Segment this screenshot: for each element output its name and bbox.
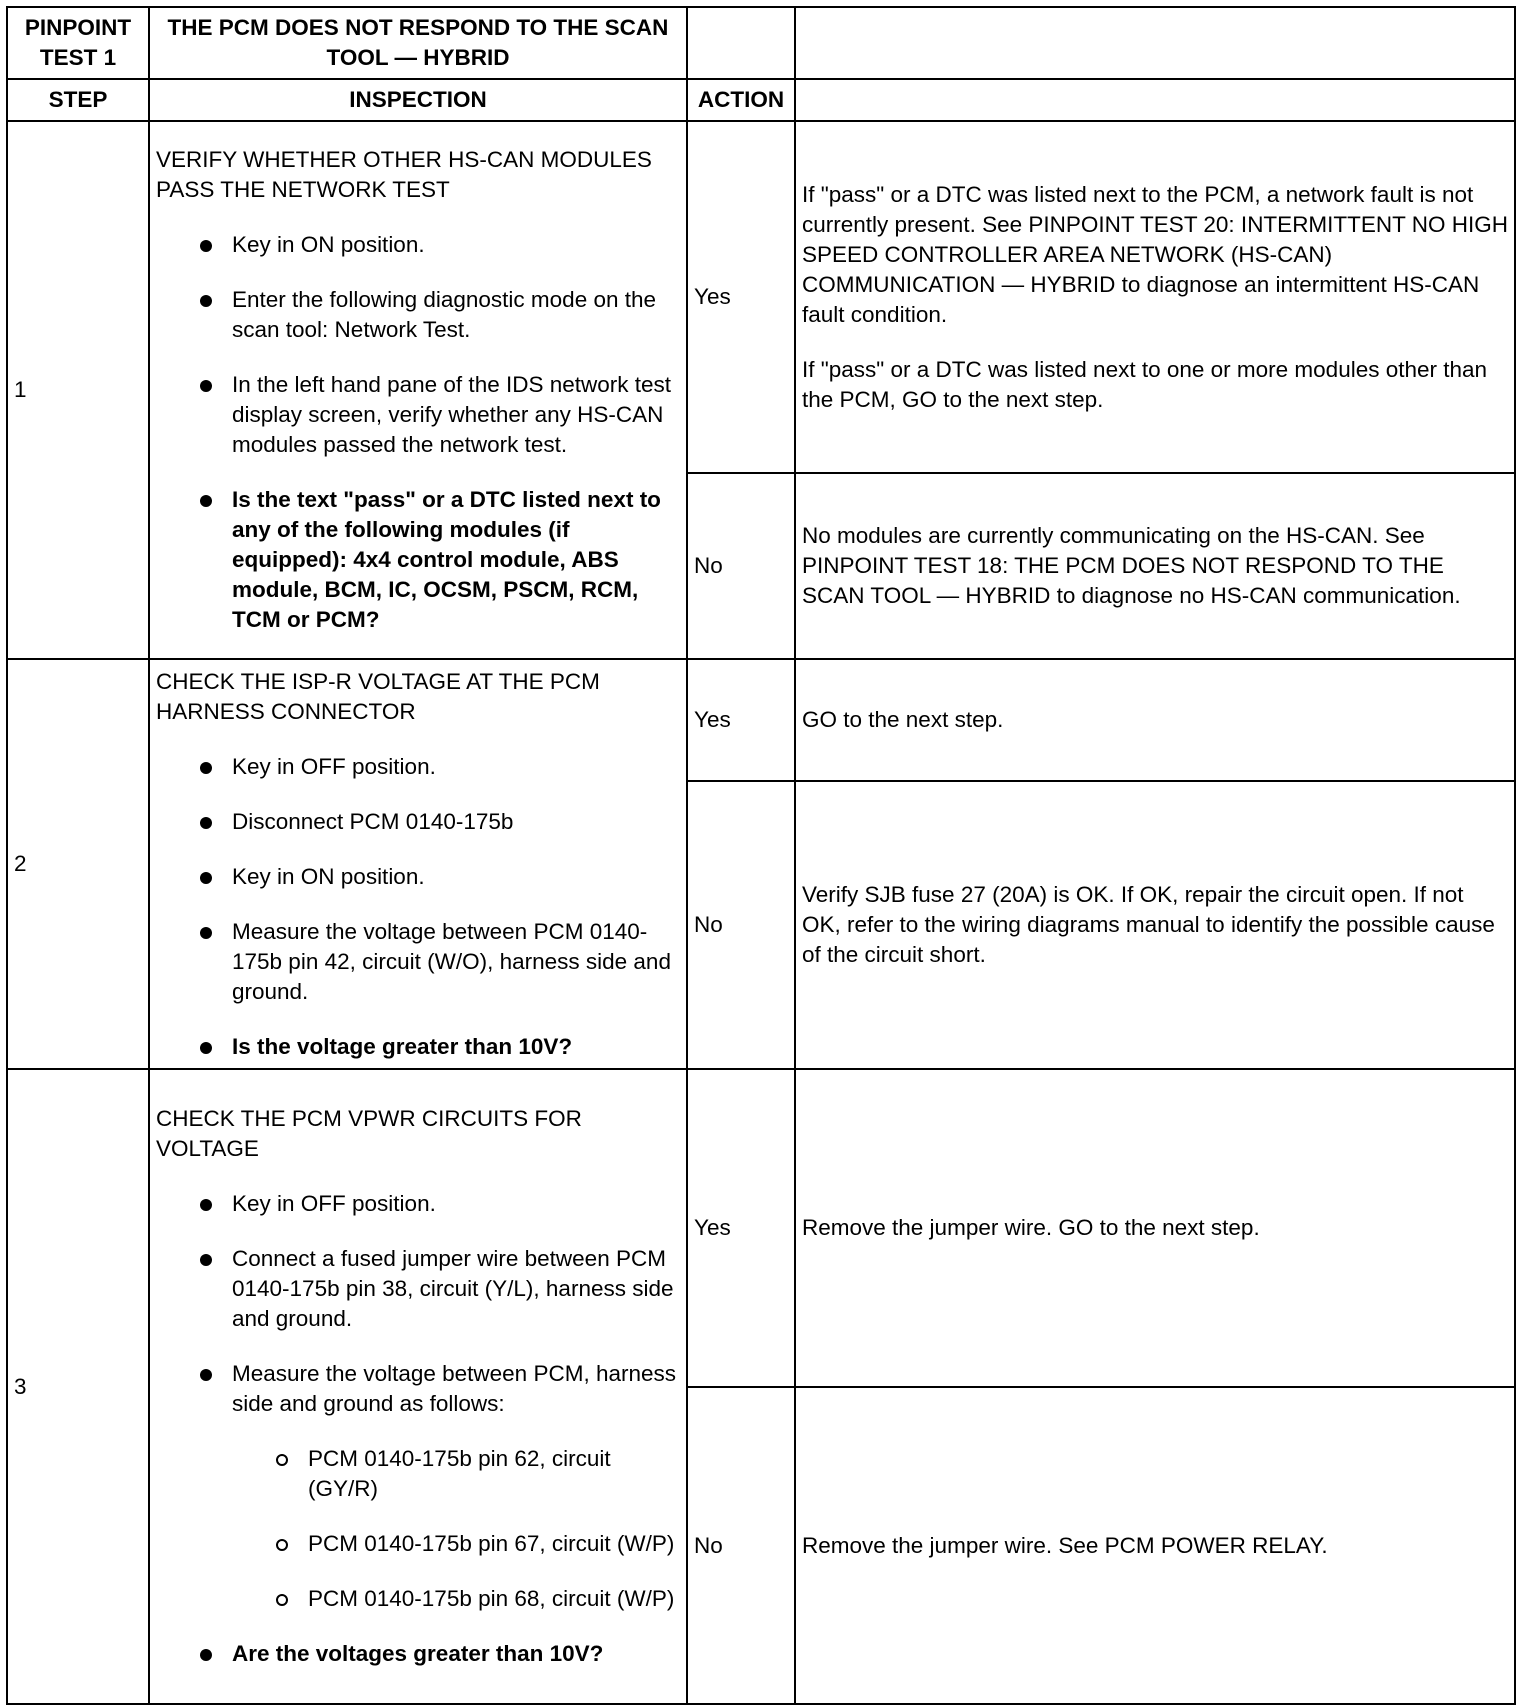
step-1-yes-row [7, 121, 1515, 473]
step-2-bullet-4: Measure the voltage between PCM 0140-175b pin 42, circuit (W/O), harness side and ground. [156, 917, 680, 1007]
step-2-title: CHECK THE ISP-R VOLTAGE AT THE PCM HARNESS CONNECTOR [156, 668, 600, 724]
step-1-yes-label: Yes [687, 121, 795, 473]
step-2-bullet-2: Disconnect PCM 0140-175b [156, 807, 680, 837]
step-1-no-result: No modules are currently communicating on the HS-CAN. See PINPOINT TEST 18: THE PCM DOES NOT RESPOND TO THE SCAN TOOL — HYBRID to diagnose no HS-CAN communication. [795, 473, 1515, 659]
step-3-sub-bullet-2: PCM 0140-175b pin 67, circuit (W/P) [232, 1529, 680, 1559]
step-3-no-label: No [687, 1387, 795, 1704]
step-3-bullet-3-text: Measure the voltage between PCM, harness side and ground as follows: [232, 1361, 676, 1416]
step-column-header: STEP [7, 79, 149, 121]
step-3-yes-result: Remove the jumper wire. GO to the next step. [795, 1069, 1515, 1387]
step-3-bullet-1: Key in OFF position. [156, 1189, 680, 1219]
step-1-bullet-2: Enter the following diagnostic mode on the scan tool: Network Test. [156, 285, 680, 345]
step-1-yes-result-para-2: If "pass" or a DTC was listed next to one or more modules other than the PCM, GO to the next step. [802, 356, 1488, 412]
step-1-question: Is the text "pass" or a DTC listed next to any of the following modules (if equipped): 4x4 control module, ABS module, BCM, IC, OCSM, PSCM, RCM, TCM or PCM? [156, 485, 680, 635]
step-3-yes-label: Yes [687, 1069, 795, 1387]
step-2-bullet-list [156, 752, 680, 1062]
step-1-bullet-1: Key in ON position. [156, 230, 680, 260]
step-1-bullet-3: In the left hand pane of the IDS network test display screen, verify whether any HS-CAN modules passed the network test. [156, 370, 680, 460]
step-2-yes-label: Yes [687, 659, 795, 781]
step-3-yes-row [7, 1069, 1515, 1387]
step-3-title: CHECK THE PCM VPWR CIRCUITS FOR VOLTAGE [156, 1106, 582, 1161]
step-3-number: 3 [7, 1069, 149, 1704]
step-3-sub-bullet-list [232, 1444, 680, 1614]
action-column-header: ACTION [687, 79, 795, 121]
step-2-yes-row [7, 659, 1515, 781]
result-column-header [795, 79, 1515, 121]
test-title: THE PCM DOES NOT RESPOND TO THE SCAN TOOL — HYBRID [149, 7, 687, 79]
step-1-yes-result [795, 121, 1515, 473]
step-3-question: Are the voltages greater than 10V? [156, 1639, 680, 1669]
step-1-no-label: No [687, 473, 795, 659]
step-1-inspection [149, 121, 687, 659]
step-3-inspection [149, 1069, 687, 1704]
step-2-bullet-3: Key in ON position. [156, 862, 680, 892]
step-1-title: VERIFY WHETHER OTHER HS-CAN MODULES PASS THE NETWORK TEST [156, 147, 652, 202]
header-row [7, 7, 1515, 79]
step-3-bullet-list [156, 1189, 680, 1669]
step-2-question: Is the voltage greater than 10V? [156, 1032, 680, 1062]
step-3-bullet-3 [156, 1359, 680, 1614]
column-header-row [7, 79, 1515, 121]
step-3-no-result: Remove the jumper wire. See PCM POWER RELAY. [795, 1387, 1515, 1704]
step-3-bullet-2: Connect a fused jumper wire between PCM 0140-175b pin 38, circuit (Y/L), harness side and ground. [156, 1244, 680, 1334]
step-2-yes-result: GO to the next step. [795, 659, 1515, 781]
step-3-sub-bullet-1: PCM 0140-175b pin 62, circuit (GY/R) [232, 1444, 680, 1504]
step-1-number: 1 [7, 121, 149, 659]
step-2-bullet-1: Key in OFF position. [156, 752, 680, 782]
header-blank-action [687, 7, 795, 79]
inspection-column-header: INSPECTION [149, 79, 687, 121]
step-1-yes-result-para-1: If "pass" or a DTC was listed next to the PCM, a network fault is not currently present. See PINPOINT TEST 20: INTERMITTENT NO HIGH SPEED CONTROLLER AREA NETWORK (HS-CAN) COMMUNICATION — HYBRID to diagnose an intermittent HS-CAN fault condition. [802, 181, 1509, 327]
step-2-no-result: Verify SJB fuse 27 (20A) is OK. If OK, repair the circuit open. If not OK, refer to the wiring diagrams manual to identify the possible cause of the circuit short. [795, 781, 1515, 1069]
step-2-inspection [149, 659, 687, 1069]
step-2-no-label: No [687, 781, 795, 1069]
header-blank-result [795, 7, 1515, 79]
step-1-bullet-list [156, 230, 680, 635]
pinpoint-label: PINPOINT TEST 1 [7, 7, 149, 79]
step-2-number: 2 [7, 659, 149, 1069]
step-3-sub-bullet-3: PCM 0140-175b pin 68, circuit (W/P) [232, 1584, 680, 1614]
pinpoint-test-table [6, 6, 1516, 1705]
